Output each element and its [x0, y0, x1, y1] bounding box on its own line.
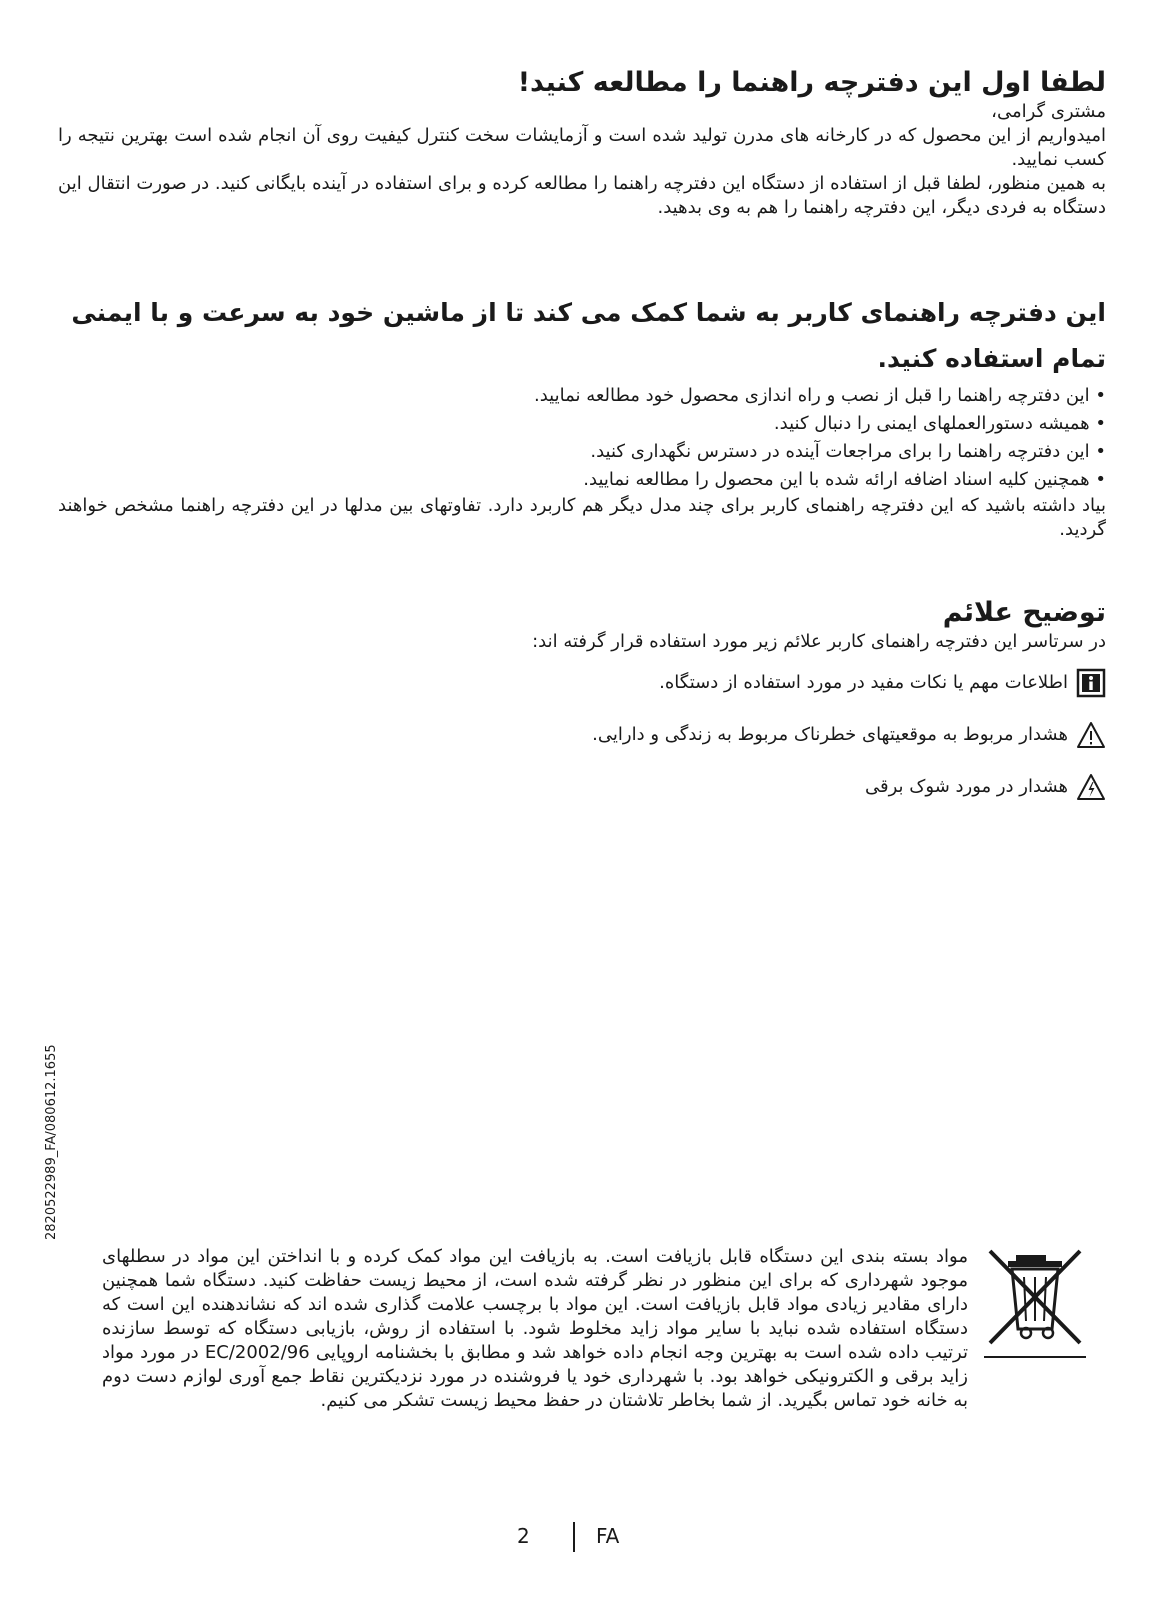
guide-section [58, 290, 1106, 542]
symbols-section [58, 596, 1106, 802]
page-footer [0, 1522, 1166, 1552]
info-icon [1076, 668, 1106, 698]
intro-title: لطفا اول این دفترچه راهنما را مطالعه کنید! [517, 67, 1106, 98]
symbol-text-warning: هشدار مربوط به موقعیتهای خطرناک مربوط به زندگی و دارایی. [592, 724, 1068, 745]
language-code: FA [596, 1524, 620, 1548]
salutation: مشتری گرامی، [991, 101, 1106, 122]
guide-bullet: • همیشه دستورالعملهای ایمنی را دنبال کنید. [773, 413, 1106, 434]
symbol-text-shock: هشدار در مورد شوک برقی [865, 776, 1068, 797]
intro-section [58, 66, 1106, 220]
warning-icon [1076, 720, 1106, 750]
guide-bullet: • همچنین کلیه اسناد اضافه ارائه شده با این محصول را مطالعه نمایید. [583, 469, 1106, 490]
symbol-text-info: اطلاعات مهم یا نکات مفید در مورد استفاده از دستگاه. [659, 672, 1068, 693]
guide-bullet: • این دفترچه راهنما را قبل از نصب و راه اندازی محصول خود مطالعه نمایید. [533, 385, 1106, 406]
symbols-title: توضیح علائم [942, 597, 1106, 628]
environment-paragraph: مواد بسته بندی این دستگاه قابل بازیافت است. به بازیافت این مواد کمک کرده و با انداختن این مواد در سطلهای موجود شهرداری که برای این منظور در نظر گرفته شده است، از محیط زیست حفاظت کنید. دستگاه شما همچنین دارای مقادیر زیادی مواد قابل بازیافت است. این مواد با برچسب علامت گذاری شده اند که نشاندهنده این است که دستگاه استفاده شده نباید با سایر مواد زاید مخلوط شود. با استفاده از روش، بازیابی دستگاه که توسط سازنده ترتیب داده شده است به بهترین وجه انجام داده خواهد شد و مطابق با بخشنامه اروپایی EC/2002/96 در مورد مواد زاید برقی و الکترونیکی خواهد بود. با شهرداری خود یا فروشنده در مورد نزدیکترین نقاط جمع آوری لوازم دست دوم به خانه خود تماس بگیرید. از شما بخاطر تلاشتان در حفظ محیط زیست تشکر می کنیم. [102, 1246, 968, 1411]
symbol-row-warning [58, 720, 1106, 750]
guide-note: بیاد داشته باشید که این دفترچه راهنمای کاربر برای چند مدل دیگر هم کاربرد دارد. تفاوتهای بین مدلها در این دفترچه راهنما مشخص خواهند گردید. [58, 495, 1106, 540]
guide-bullet: • این دفترچه راهنما را برای مراجعات آینده در دسترس نگهداری کنید. [590, 441, 1106, 462]
document-code: 2820522989_FA/080612.1655 [44, 1044, 59, 1240]
recycle-divider [984, 1356, 1086, 1358]
footer-divider [573, 1522, 575, 1552]
page-number: 2 [517, 1524, 530, 1548]
symbol-row-shock [58, 772, 1106, 802]
guide-title: این دفترچه راهنمای کاربر به شما کمک می کند تا از ماشین خود به سرعت و با ایمنی تمام استفاده کنید. [71, 298, 1106, 373]
electric-shock-icon [1076, 772, 1106, 802]
crossed-out-bin-icon [984, 1247, 1086, 1349]
symbol-row-info [58, 668, 1106, 698]
intro-paragraph-2: به همین منظور، لطفا قبل از استفاده از دستگاه این دفترچه راهنما را مطالعه کرده و برای استفاده در آینده بایگانی کنید. در صورت انتقال این دستگاه به فردی دیگر، این دفترچه راهنما را هم به وی بدهید. [58, 173, 1106, 218]
symbols-intro: در سرتاسر این دفترچه راهنمای کاربر علائم زیر مورد استفاده قرار گرفته اند: [532, 631, 1106, 652]
intro-paragraph-1: امیدواریم از این محصول که در کارخانه های مدرن تولید شده است و آزمایشات سخت کنترل کیفیت روی آن انجام شده است بهترین نتیجه را کسب نمایید. [58, 125, 1106, 170]
